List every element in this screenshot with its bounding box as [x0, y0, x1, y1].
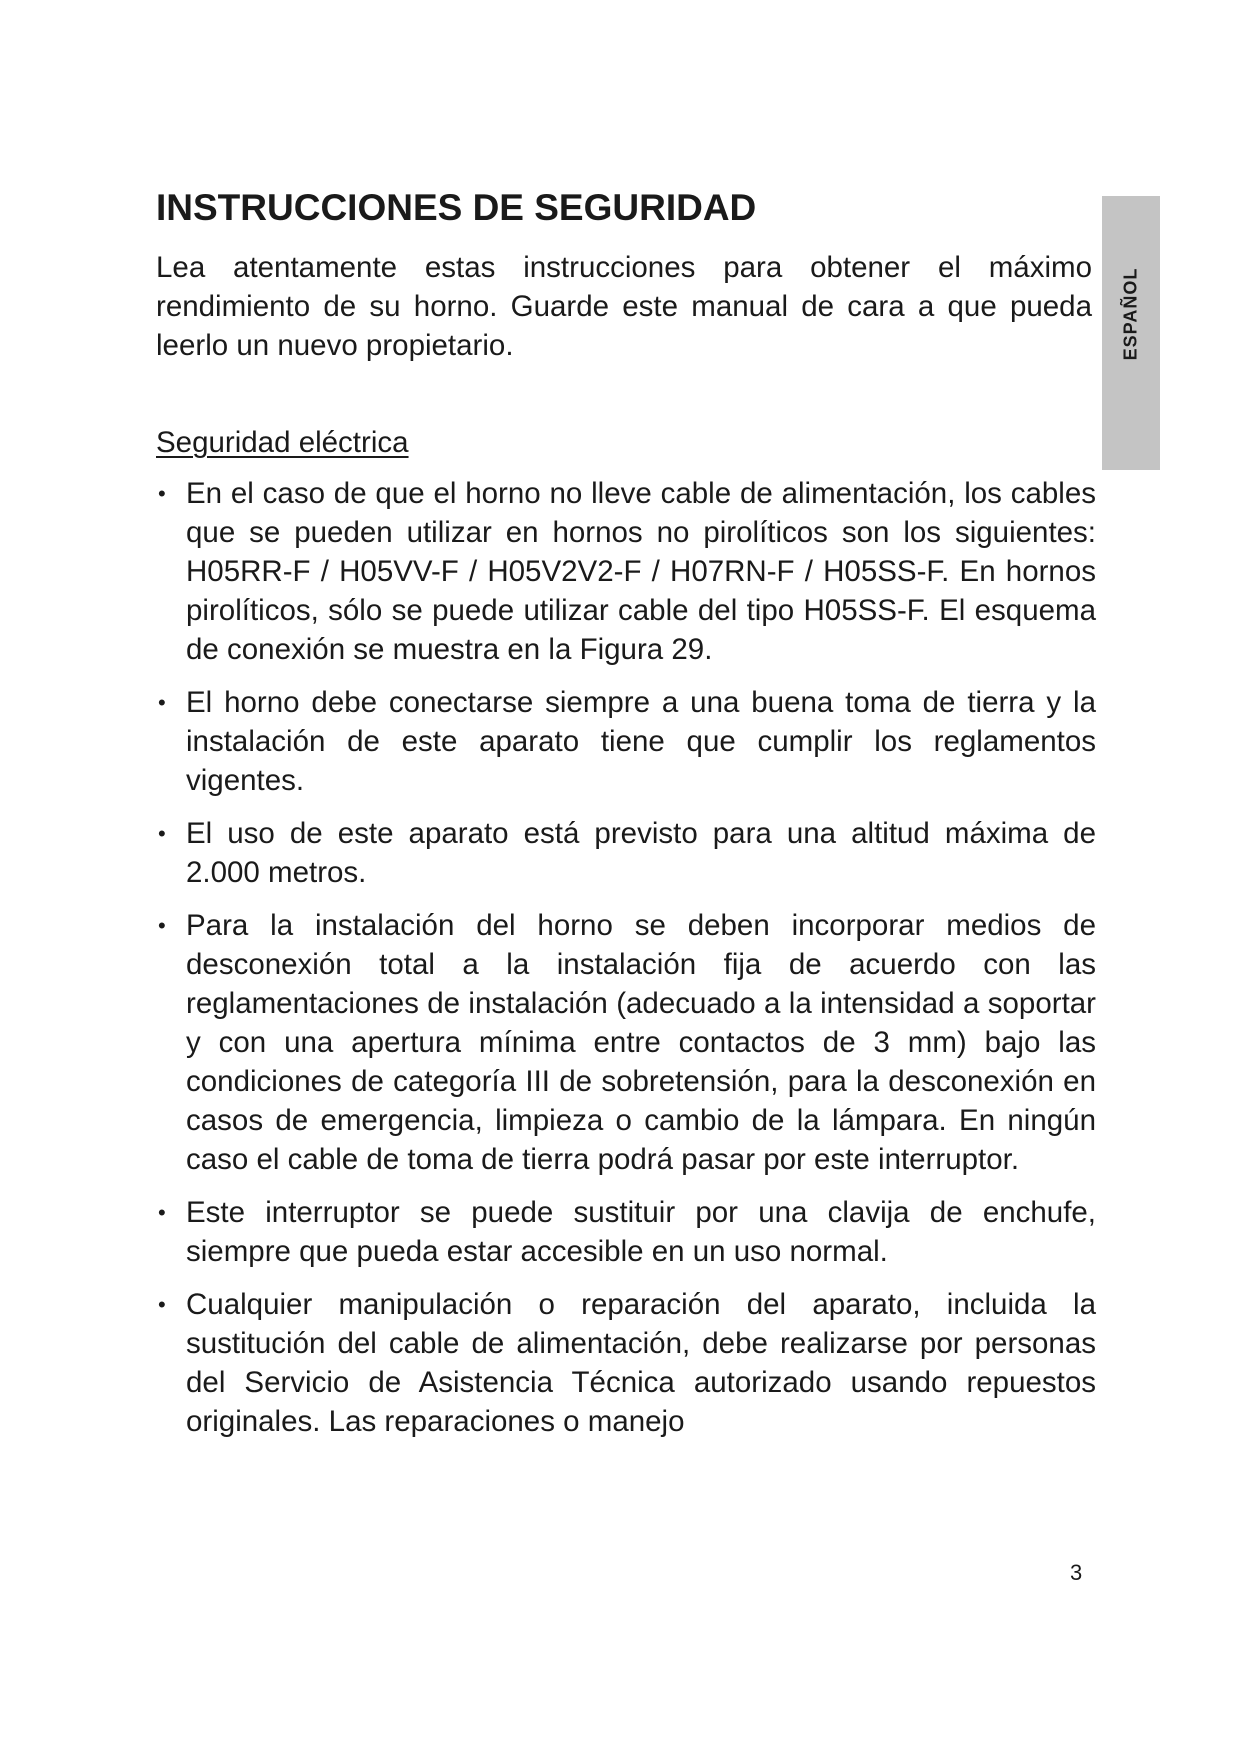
language-tab — [1102, 196, 1160, 470]
bullet-icon: • — [158, 913, 166, 938]
section-heading: Seguridad eléctrica — [156, 426, 409, 459]
bullet-icon: • — [158, 690, 166, 715]
list-item — [156, 906, 1096, 1179]
bullet-icon: • — [158, 1292, 166, 1317]
list-item — [156, 474, 1096, 669]
list-item-text: Cualquier manipulación o reparación del aparato, incluida la sustitución del cable de alimentación, debe realizarse por personas del Servicio de Asistencia Técnica autorizado usando repuestos originales. Las reparaciones o manejo — [186, 1288, 1096, 1438]
page-title: INSTRUCCIONES DE SEGURIDAD — [156, 187, 757, 228]
intro-paragraph: Lea atentamente estas instrucciones para obtener el máximo rendimiento de su horno. Guarde este manual de cara a que pueda leerlo un nuevo propietario. — [156, 251, 1092, 362]
list-item-text: Este interruptor se puede sustituir por una clavija de enchufe, siempre que pueda estar accesible en un uso normal. — [186, 1196, 1096, 1268]
list-item — [156, 1285, 1096, 1441]
list-item-text: El horno debe conectarse siempre a una buena toma de tierra y la instalación de este aparato tiene que cumplir los reglamentos vigentes. — [186, 686, 1096, 797]
list-item-text: El uso de este aparato está previsto para una altitud máxima de 2.000 metros. — [186, 817, 1096, 889]
language-tab-label: ESPAÑOL — [1120, 267, 1141, 361]
list-item — [156, 1193, 1096, 1271]
list-item — [156, 683, 1096, 800]
list-item-text: Para la instalación del horno se deben incorporar medios de desconexión total a la instalación fija de acuerdo con las reglamentaciones de instalación (adecuado a la intensidad a soportar y con una apertura mínima entre contactos de 3 mm) bajo las condiciones de categoría III de sobretensión, para la desconexión en casos de emergencia, limpieza o cambio de la lámpara. En ningún caso el cable de toma de tierra podrá pasar por este interruptor. — [186, 909, 1096, 1176]
safety-bullet-list — [156, 474, 1096, 1455]
bullet-icon: • — [158, 481, 166, 506]
list-item-text: En el caso de que el horno no lleve cable de alimentación, los cables que se pueden utilizar en hornos no pirolíticos son los siguientes: H05RR-F / H05VV-F / H05V2V2-F / H07RN-F / H05SS-F. En hornos pirolíticos, sólo se puede utilizar cable del tipo H05SS-F. El esquema de conexión se muestra en la Figura 29. — [186, 477, 1096, 666]
list-item — [156, 814, 1096, 892]
bullet-icon: • — [158, 821, 166, 846]
page-number: 3 — [1070, 1560, 1083, 1585]
bullet-icon: • — [158, 1200, 166, 1225]
